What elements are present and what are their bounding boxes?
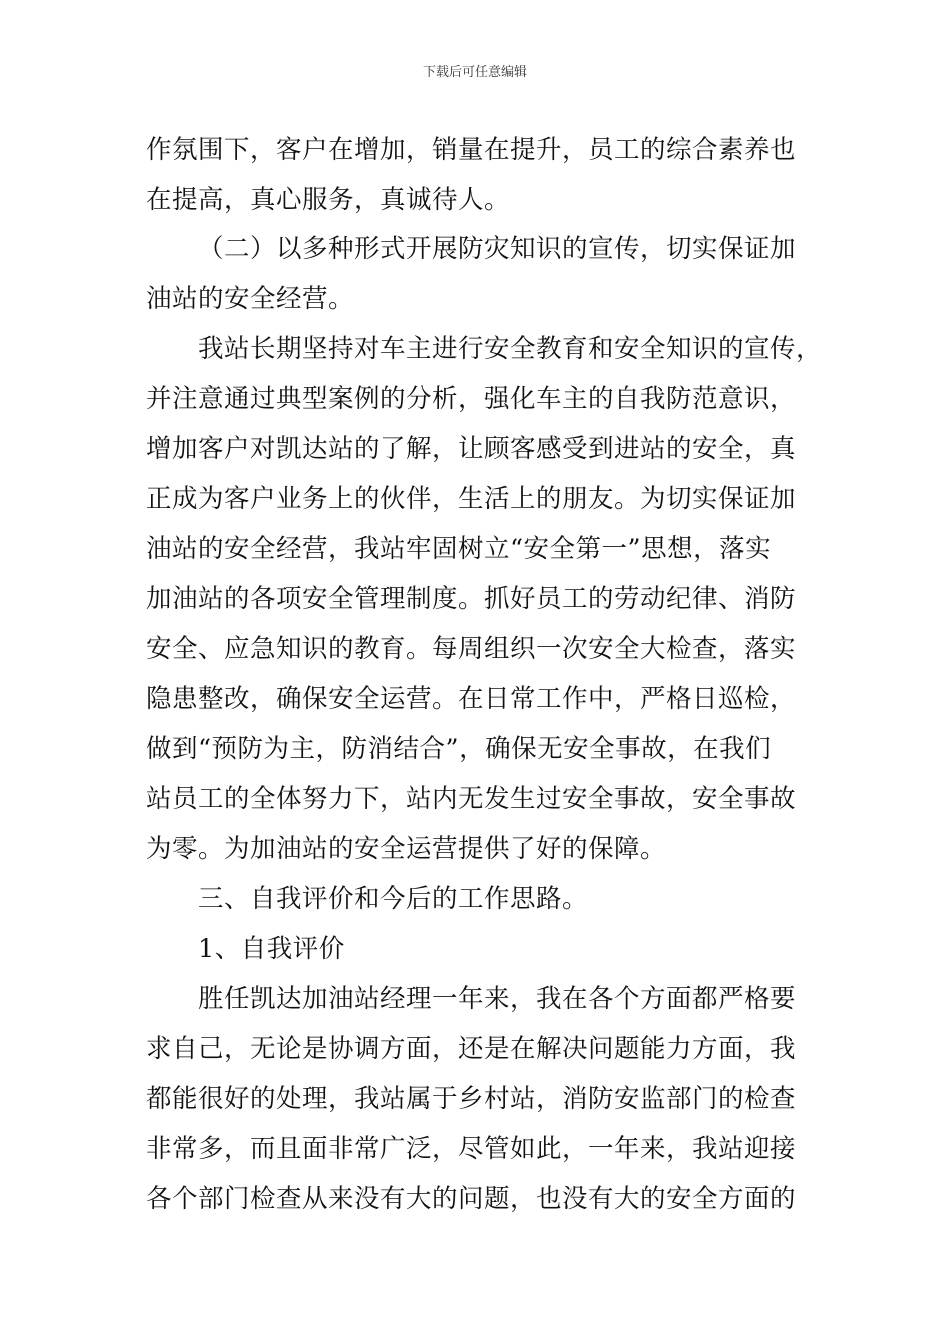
text-line: 加油站的各项安全管理制度。抓好员工的劳动纪律、消防 <box>146 584 797 614</box>
text-line: 正成为客户业务上的伙伴，生活上的朋友。为切实保证加 <box>146 484 797 514</box>
text-line: 安全、应急知识的教育。每周组织一次安全大检查，落实 <box>146 634 797 664</box>
text-line: 非常多，而且面非常广泛，尽管如此，一年来，我站迎接 <box>146 1134 797 1164</box>
section-heading-continuation: 油站的安全经营。 <box>146 284 355 314</box>
subsection-heading: 1、自我评价 <box>198 934 345 964</box>
text-line: 做到“预防为主，防消结合”，确保无安全事故，在我们 <box>146 734 772 764</box>
text-line: 都能很好的处理，我站属于乡村站，消防安监部门的检查 <box>146 1084 797 1114</box>
section-heading: 三、自我评价和今后的工作思路。 <box>198 884 589 914</box>
section-heading: （二）以多种形式开展防灾知识的宣传，切实保证加 <box>198 234 797 264</box>
paragraph-first-line: 胜任凯达加油站经理一年来，我在各个方面都严格要 <box>198 984 797 1014</box>
text-line: 油站的安全经营，我站牢固树立“安全第一”思想，落实 <box>146 534 772 564</box>
page-header-note: 下载后可任意编辑 <box>422 65 527 80</box>
text-line: 隐患整改，确保安全运营。在日常工作中，严格日巡检， <box>146 684 797 714</box>
text-line: 并注意通过典型案例的分析，强化车主的自我防范意识， <box>146 384 797 414</box>
text-line: 站员工的全体努力下，站内无发生过安全事故，安全事故 <box>146 784 797 814</box>
text-line: 作氛围下，客户在增加，销量在提升，员工的综合素养也 <box>146 135 797 165</box>
text-line: 增加客户对凯达站的了解，让顾客感受到进站的安全，真 <box>146 434 797 464</box>
text-line: 求自己，无论是协调方面，还是在解决问题能力方面，我 <box>146 1034 797 1064</box>
paragraph-first-line: 我站长期坚持对车主进行安全教育和安全知识的宣传， <box>198 334 823 364</box>
text-line: 在提高，真心服务，真诚待人。 <box>146 185 511 215</box>
text-line: 各个部门检查从来没有大的问题，也没有大的安全方面的 <box>146 1184 797 1214</box>
text-line: 为零。为加油站的安全运营提供了好的保障。 <box>146 834 667 864</box>
